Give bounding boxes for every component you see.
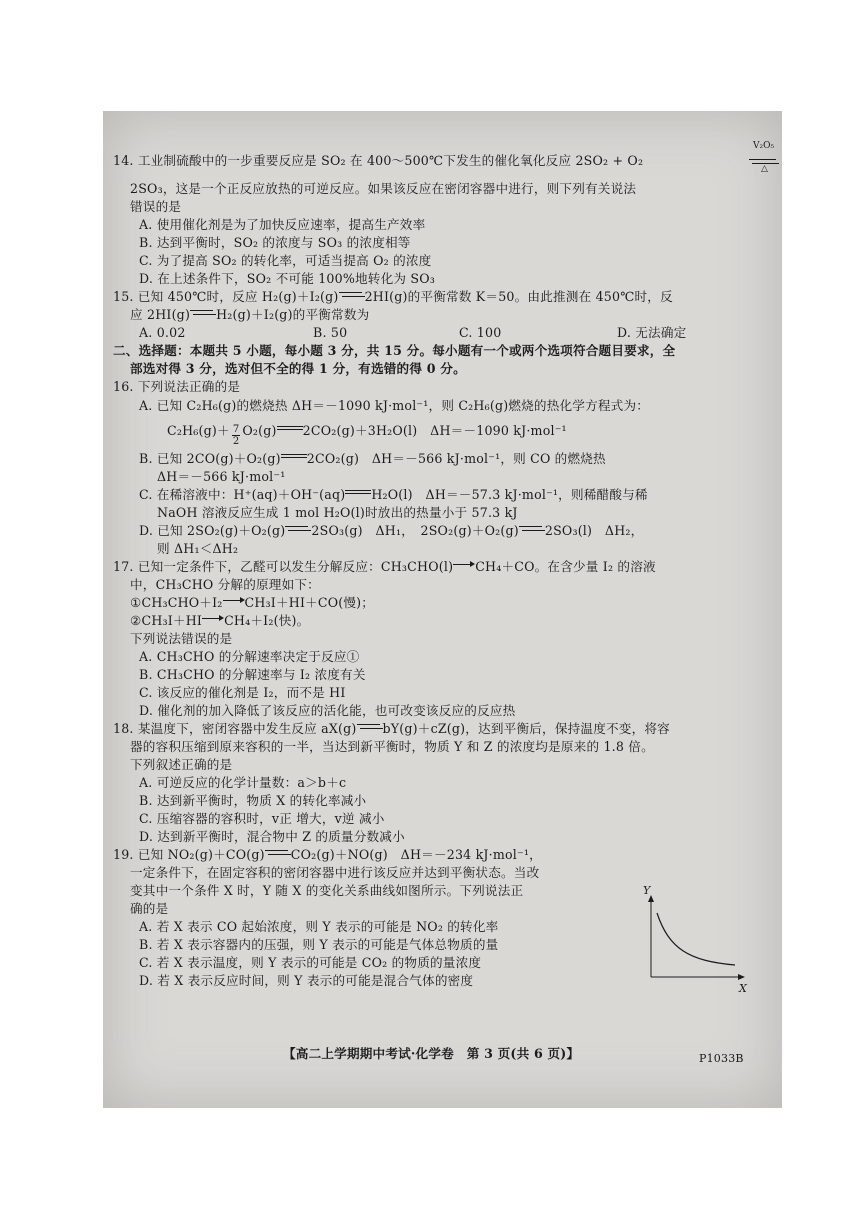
q17-option-d: D. 催化剂的加入降低了该反应的活化能，也可改变该反应的反应热 [139,703,516,718]
q17-option-c: C. 该反应的催化剂是 I₂，而不是 HI [139,685,346,700]
q18-line3: 下列叙述正确的是 [130,757,233,772]
fraction: $\frac{7}{2}$ [232,424,240,447]
q19-curve-graph [639,889,749,989]
q17-option-a: A. CH₃CHO 的分解速率决定于反应① [139,649,360,664]
q14-option-a: A. 使用催化剂是为了加快反应速率，提高生产效率 [139,217,426,232]
q16-option-d-line1: D. 已知 2SO₂(g)＋O₂(g) 2SO₃(g) ΔH₁， 2SO₂(g)＋O₂(g) 2SO₃(l) ΔH₂， [139,523,644,538]
q16-option-c-line1: C. 在稀溶液中：H⁺(aq)＋OH⁻(aq) H₂O(l) ΔH＝－57.3 kJ·mol⁻¹，则稀醋酸与稀 [139,487,648,502]
reversible-arrow-icon [265,848,291,858]
q17-line1: 17. 已知一定条件下，乙醛可以发生分解反应：CH₃CHO(l) CH₄＋CO。在含少量 I₂ 的溶液 [113,559,656,574]
q14-heat: △ [761,164,768,174]
q17-reaction1: ①CH₃CHO＋I₂ CH₃I＋HI＋CO(慢)； [130,595,375,610]
reversible-arrow-icon [285,524,311,534]
equals-arrow-icon [277,424,303,434]
q14-line2: 2SO₃，这是一个正反应放热的可逆反应。如果该反应在密闭容器中进行，则下列有关说法 [130,181,637,196]
q16-option-d-line2: 则 ΔH₁＜ΔH₂ [157,541,239,556]
q17-line2: 中，CH₃CHO 分解的原理如下： [130,577,320,592]
q16-option-a-equation: C₂H₆(g)＋ $\frac{7}{2}$ O₂(g) 2CO₂(g)＋3H₂O(l) ΔH＝－1090 kJ·mol⁻¹ [167,423,567,447]
q18-line1: 18. 某温度下，密闭容器中发生反应 aX(g) bY(g)＋cZ(g)，达到平衡后，保持温度不变，将容 [113,721,670,736]
q15-option-b: B. 50 [313,325,348,340]
section2-heading: 二、选择题：本题共 5 小题，每小题 3 分，共 15 分。每小题有一个或两个选项符合题目要求，全 [113,343,676,358]
q19-option-d: D. 若 X 表示反应时间，则 Y 表示的可能是混合气体的密度 [139,973,474,988]
q18-line2: 器的容积压缩到原来容积的一半，当达到新平衡时，物质 Y 和 Z 的浓度均是原来的 1.8 倍。 [130,739,654,754]
q16-option-c-line2: NaOH 溶液反应生成 1 mol H₂O(l)时放出的热量小于 57.3 kJ [157,505,518,520]
page-footer-title: 【高二上学期期中考试·化学卷 第 3 页(共 6 页)】 [283,1046,580,1061]
q18-option-d: D. 达到新平衡时，混合物中 Z 的质量分数减小 [139,829,405,844]
right-arrow-icon [453,560,475,570]
right-arrow-icon [223,596,245,606]
equals-arrow-icon [281,452,307,462]
x-axis-arrow-icon [738,974,745,980]
q17-question: 下列说法错误的是 [130,631,233,646]
q15-option-a: A. 0.02 [139,325,186,340]
q19-line1: 19. 已知 NO₂(g)＋CO(g) CO₂(g)＋NO(g) ΔH＝－234 kJ·mol⁻¹， [113,847,542,862]
reversible-arrow-icon [519,524,545,534]
q16-option-b-line2: ΔH＝－566 kJ·mol⁻¹ [157,469,286,484]
graph-y-label: Y [643,884,651,897]
q18-option-b: B. 达到新平衡时，物质 X 的转化率减小 [139,793,367,808]
reversible-arrow-icon [190,308,216,318]
q14-line1: 14. 工业制硫酸中的一步重要反应是 SO₂ 在 400～500℃下发生的催化氧化反应 2SO₂ + O₂ [113,153,644,168]
q19-line2: 一定条件下，在固定容积的密闭容器中进行该反应并达到平衡状态。当改 [130,865,540,880]
reversible-arrow-icon [339,290,365,300]
section2-heading-cont: 部选对得 3 分，选对但不全的得 1 分，有选错的得 0 分。 [130,361,466,376]
page-code: P1033B [699,1052,744,1065]
q15-option-c: C. 100 [459,325,502,340]
decreasing-curve [657,913,735,965]
q19-option-c: C. 若 X 表示温度，则 Y 表示的可能是 CO₂ 的物质的量浓度 [139,955,482,970]
q16-option-a-line1: A. 已知 C₂H₆(g)的燃烧热 ΔH＝－1090 kJ·mol⁻¹，则 C₂H₆(g)燃烧的热化学方程式为： [139,398,650,413]
q14-option-b: B. 达到平衡时，SO₂ 的浓度与 SO₃ 的浓度相等 [139,235,411,250]
exam-page [103,111,782,1108]
q19-option-a: A. 若 X 表示 CO 起始浓度，则 Y 表示的可能是 NO₂ 的转化率 [139,919,499,934]
q19-line4: 确的是 [130,901,169,916]
q19-line3: 变其中一个条件 X 时，Y 随 X 的变化关系曲线如图所示。下列说法正 [130,883,524,898]
right-arrow-icon [202,614,224,624]
q14-line3: 错误的是 [130,199,182,214]
q14-option-c: C. 为了提高 SO₂ 的转化率，可适当提高 O₂ 的浓度 [139,253,432,268]
q19-option-b: B. 若 X 表示容器内的压强，则 Y 表示的可能是气体总物质的量 [139,937,499,952]
reversible-arrow-icon [357,722,383,732]
q18-option-a: A. 可逆反应的化学计量数：a＞b＋c [139,775,347,790]
q14-option-d: D. 在上述条件下，SO₂ 不可能 100%地转化为 SO₃ [139,271,435,286]
q14-catalyst: V₂O₅ [753,141,775,151]
q16-stem: 16. 下列说法正确的是 [113,379,241,394]
q15-line1: 15. 已知 450℃时，反应 H₂(g)＋I₂(g) 2HI(g)的平衡常数 K＝50。由此推测在 450℃时，反 [113,289,673,304]
q17-reaction2: ②CH₃I＋HI CH₄＋I₂(快)。 [130,613,310,628]
graph-x-label: X [739,982,748,995]
q16-option-b-line1: B. 已知 2CO(g)＋O₂(g) 2CO₂(g) ΔH＝－566 kJ·mol⁻¹，则 CO 的燃烧热 [139,451,606,466]
q15-option-d: D. 无法确定 [617,325,687,340]
q15-line2: 应 2HI(g) H₂(g)＋I₂(g)的平衡常数为 [130,307,370,322]
q17-option-b: B. CH₃CHO 的分解速率与 I₂ 浓度有关 [139,667,366,682]
q18-option-c: C. 压缩容器的容积时，v正 增大，v逆 减小 [139,811,385,826]
equals-arrow-icon [345,488,371,498]
